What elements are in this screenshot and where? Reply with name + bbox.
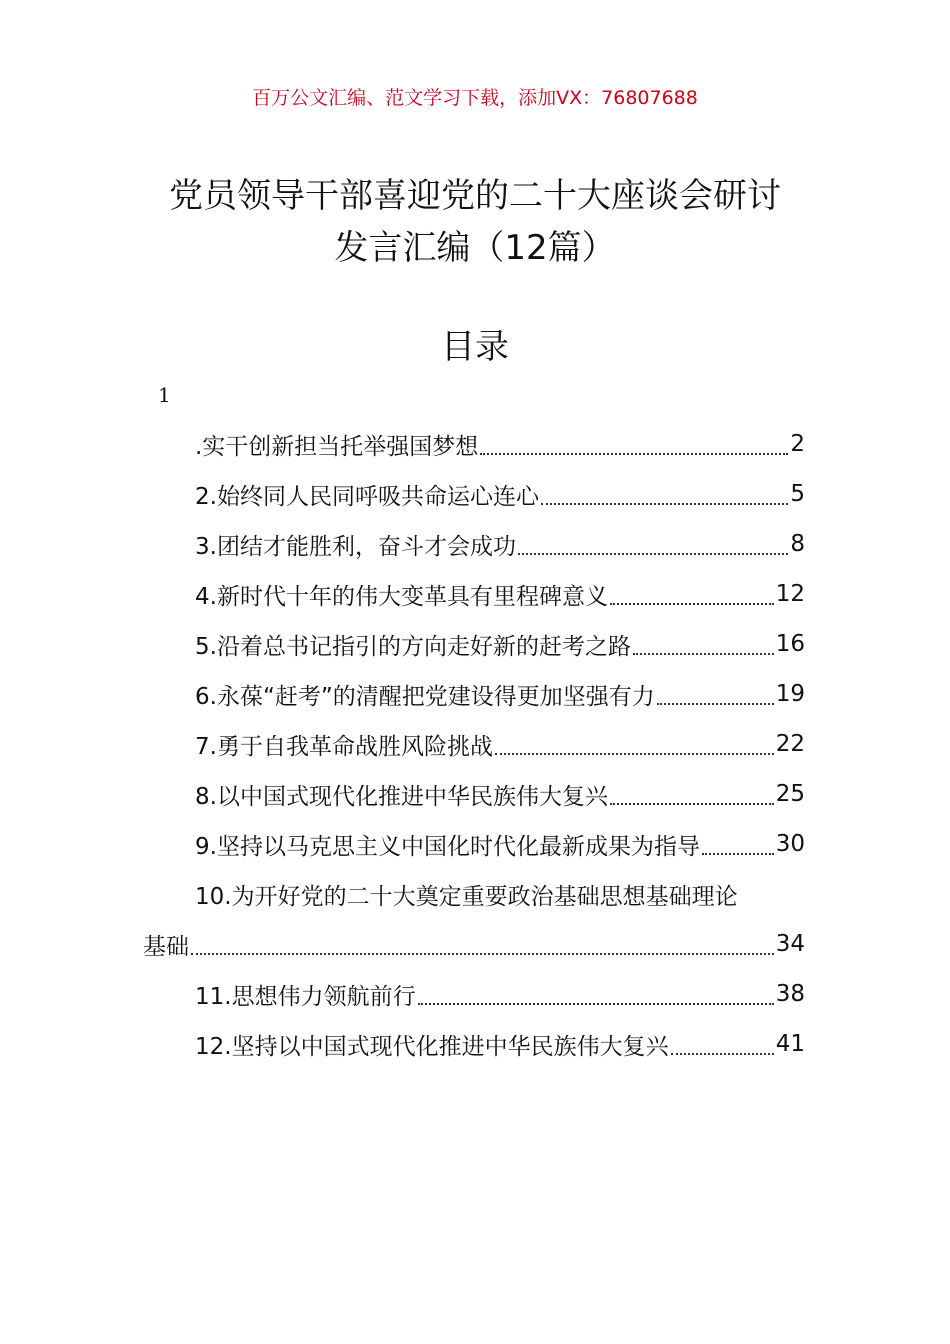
toc-entry[interactable]: [195, 419, 805, 469]
leader-dots: [610, 803, 774, 805]
toc-entry-label: 7.勇于自我革命战胜风险挑战: [195, 733, 493, 760]
toc-entry-label: 5.沿着总书记指引的方向走好新的赶考之路: [195, 633, 631, 660]
toc-entry[interactable]: [195, 819, 805, 869]
toc-entry[interactable]: [195, 569, 805, 619]
toc-entry-label: 4.新时代十年的伟大变革具有里程碑意义: [195, 583, 608, 610]
leader-dots: [191, 953, 774, 955]
toc-entry[interactable]: [195, 769, 805, 819]
leader-dots: [541, 503, 788, 505]
toc-entry-page: 8: [790, 531, 805, 557]
leader-dots: [610, 603, 774, 605]
toc-entry-page: 30: [775, 831, 805, 857]
toc-entry[interactable]: [195, 719, 805, 769]
toc-entry-label: 9.坚持以马克思主义中国化时代化最新成果为指导: [195, 833, 700, 860]
toc-entry[interactable]: [195, 969, 805, 1019]
header-note: 百万公文汇编、范文学习下载，添加VX：76807688: [252, 87, 698, 109]
leader-dots: [518, 553, 788, 555]
toc-entry-page: 19: [775, 681, 805, 707]
toc-entry-label: 12.坚持以中国式现代化推进中华民族伟大复兴: [195, 1033, 669, 1060]
toc-heading: 目录: [441, 327, 509, 367]
toc-entry[interactable]: [195, 869, 805, 919]
toc-entry-label: 6.永葆“赶考”的清醒把党建设得更加坚强有力: [195, 683, 655, 710]
toc-entry-label: 基础: [143, 933, 189, 960]
toc-entry-page: 5: [790, 481, 805, 507]
toc-entry-page: 22: [775, 731, 805, 757]
leader-dots: [633, 653, 774, 655]
leader-dots: [702, 853, 774, 855]
toc-entry[interactable]: [195, 619, 805, 669]
toc-entry-page: 38: [775, 981, 805, 1007]
toc-entry-label: 8.以中国式现代化推进中华民族伟大复兴: [195, 783, 608, 810]
toc-entry-page: 16: [775, 631, 805, 657]
toc-entry-page: 2: [790, 431, 805, 457]
toc-entry[interactable]: [195, 669, 805, 719]
leader-dots: [495, 753, 774, 755]
toc-entry-label: 3.团结才能胜利，奋斗才会成功: [195, 533, 516, 560]
leader-dots: [418, 1003, 774, 1005]
toc-entry[interactable]: [195, 519, 805, 569]
toc-entry-continuation[interactable]: [143, 919, 805, 969]
document-title-line-2: 发言汇编（12篇）: [334, 228, 616, 268]
document-title-line-1: 党员领导干部喜迎党的二十大座谈会研讨: [169, 176, 781, 216]
leader-dots: [657, 703, 774, 705]
toc-entry-page: 34: [775, 931, 805, 957]
toc-entry[interactable]: [195, 469, 805, 519]
toc-entry-label: 11.思想伟力领航前行: [195, 983, 416, 1010]
leader-dots: [480, 453, 788, 455]
toc-entry-label: 2.始终同人民同呼吸共命运心连心: [195, 483, 539, 510]
toc-entry[interactable]: [195, 1019, 805, 1069]
toc-entry-label: 10.为开好党的二十大奠定重要政治基础思想基础理论: [195, 883, 738, 910]
toc-entry-page: 12: [775, 581, 805, 607]
toc-entry-page: 41: [775, 1031, 805, 1057]
toc-entry-page: 25: [775, 781, 805, 807]
stray-number: 1: [158, 383, 171, 407]
leader-dots: [671, 1053, 774, 1055]
toc-entry-label: .实干创新担当托举强国梦想: [195, 433, 479, 460]
